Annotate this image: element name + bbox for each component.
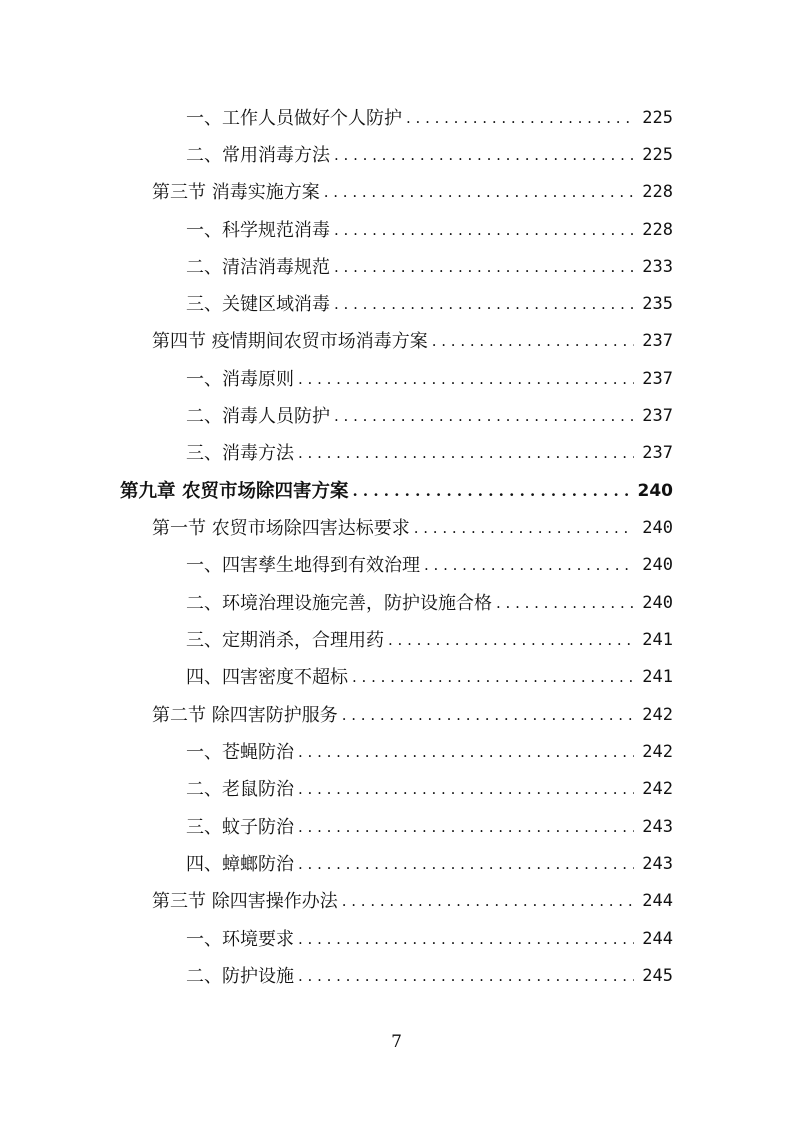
- toc-entry-title: 三、关键区域消毒: [186, 294, 330, 315]
- toc-section-entry[interactable]: [152, 883, 673, 920]
- toc-leader-dots: [342, 883, 635, 920]
- toc-entry[interactable]: [186, 547, 673, 584]
- toc-entry-page: 240: [642, 593, 673, 613]
- toc-entry-title: 二、老鼠防治: [186, 779, 294, 800]
- toc-entry-page: 225: [642, 108, 673, 128]
- toc-entry[interactable]: [186, 809, 673, 846]
- toc-entry[interactable]: [186, 361, 673, 398]
- toc-entry-page: 241: [642, 630, 673, 650]
- toc-leader-dots: [298, 435, 634, 472]
- toc-entry[interactable]: [186, 622, 673, 659]
- toc-leader-dots: [334, 137, 634, 174]
- toc-entry-page: 242: [642, 779, 673, 799]
- toc-entry[interactable]: [186, 921, 673, 958]
- toc-entry-page: 240: [642, 555, 673, 575]
- toc-leader-dots: [324, 174, 635, 211]
- toc-entry[interactable]: [186, 435, 673, 472]
- toc-entry-page: 242: [642, 742, 673, 762]
- toc-entry-title: 一、苍蝇防治: [186, 742, 294, 763]
- toc-entry[interactable]: [186, 771, 673, 808]
- toc-entry-page: 233: [642, 257, 673, 277]
- toc-leader-dots: [334, 212, 634, 249]
- toc-section-entry[interactable]: [152, 174, 673, 211]
- toc-entry-title: 一、四害孳生地得到有效治理: [186, 555, 420, 576]
- toc-entry[interactable]: [186, 100, 673, 137]
- toc-entry-title: 三、蚊子防治: [186, 817, 294, 838]
- toc-entry-page: 225: [642, 145, 673, 165]
- toc-leader-dots: [414, 510, 635, 547]
- toc-entry[interactable]: [186, 846, 673, 883]
- toc-entry-page: 243: [642, 854, 673, 874]
- toc-leader-dots: [334, 249, 634, 286]
- toc-entry-page: 245: [642, 966, 673, 986]
- toc-entry-title: 二、环境治理设施完善，防护设施合格: [186, 593, 492, 614]
- toc-entry-page: 228: [642, 220, 673, 240]
- toc-entry[interactable]: [186, 585, 673, 622]
- toc-entry-title: 四、蟑螂防治: [186, 854, 294, 875]
- toc-entry-title: 二、常用消毒方法: [186, 145, 330, 166]
- toc-leader-dots: [298, 921, 634, 958]
- toc-entry-page: 237: [642, 443, 673, 463]
- toc-leader-dots: [334, 286, 634, 323]
- toc-leader-dots: [406, 100, 634, 137]
- toc-entry-title: 一、环境要求: [186, 929, 294, 950]
- toc-entry-page: 243: [642, 817, 673, 837]
- toc-leader-dots: [496, 585, 634, 622]
- toc-leader-dots: [342, 697, 635, 734]
- toc-entry[interactable]: [186, 734, 673, 771]
- toc-entry-page: 242: [642, 705, 673, 725]
- toc-leader-dots: [432, 323, 635, 360]
- toc-entry-page: 235: [642, 294, 673, 314]
- toc-chapter-entry[interactable]: [120, 473, 673, 510]
- toc-section-entry[interactable]: [152, 697, 673, 734]
- toc-entry-page: 240: [642, 518, 673, 538]
- toc-entry[interactable]: [186, 249, 673, 286]
- toc-leader-dots: [388, 622, 634, 659]
- toc-entry-page: 237: [642, 331, 673, 351]
- toc-leader-dots: [334, 398, 634, 435]
- toc-section-entry[interactable]: [152, 510, 673, 547]
- page-number: 7: [391, 1032, 402, 1052]
- toc-entry[interactable]: [186, 212, 673, 249]
- toc-entry-title: 一、消毒原则: [186, 369, 294, 390]
- toc-leader-dots: [298, 958, 634, 995]
- toc-section-entry[interactable]: [152, 323, 673, 360]
- toc-leader-dots: [298, 734, 634, 771]
- toc-entry-title: 第一节 农贸市场除四害达标要求: [152, 518, 410, 539]
- toc-entry-page: 237: [642, 406, 673, 426]
- toc-leader-dots: [298, 809, 634, 846]
- toc-entry-title: 三、定期消杀，合理用药: [186, 630, 384, 651]
- toc-entry-title: 第二节 除四害防护服务: [152, 705, 338, 726]
- toc-leader-dots: [424, 547, 634, 584]
- toc-chapter-title: 第九章 农贸市场除四害方案: [120, 481, 349, 502]
- toc-entry-page: 244: [642, 929, 673, 949]
- toc-entry-page: 241: [642, 667, 673, 687]
- toc-entry-title: 三、消毒方法: [186, 443, 294, 464]
- toc-entry-title: 第四节 疫情期间农贸市场消毒方案: [152, 331, 428, 352]
- toc-entry-page: 228: [642, 182, 673, 202]
- toc-entry-page: 237: [642, 369, 673, 389]
- toc-entry-title: 一、科学规范消毒: [186, 220, 330, 241]
- toc-entry[interactable]: [186, 137, 673, 174]
- toc-entry[interactable]: [186, 286, 673, 323]
- toc-entry-title: 二、清洁消毒规范: [186, 257, 330, 278]
- toc-entry[interactable]: [186, 958, 673, 995]
- toc-entry-title: 第三节 除四害操作办法: [152, 891, 338, 912]
- toc-entry-title: 第三节 消毒实施方案: [152, 182, 320, 203]
- toc-leader-dots: [298, 846, 634, 883]
- toc-entry-title: 一、工作人员做好个人防护: [186, 108, 402, 129]
- toc-entry[interactable]: [186, 659, 673, 696]
- toc-leader-dots: [298, 361, 634, 398]
- toc-leader-dots: [298, 771, 634, 808]
- toc-entry[interactable]: [186, 398, 673, 435]
- toc-entry-title: 四、四害密度不超标: [186, 667, 348, 688]
- toc-entry-page: 244: [642, 891, 673, 911]
- toc-entry-page: 240: [637, 481, 673, 501]
- toc-entry-title: 二、防护设施: [186, 966, 294, 987]
- toc-leader-dots: [352, 659, 634, 696]
- toc-entry-title: 二、消毒人员防护: [186, 406, 330, 427]
- toc-leader-dots: [352, 473, 629, 510]
